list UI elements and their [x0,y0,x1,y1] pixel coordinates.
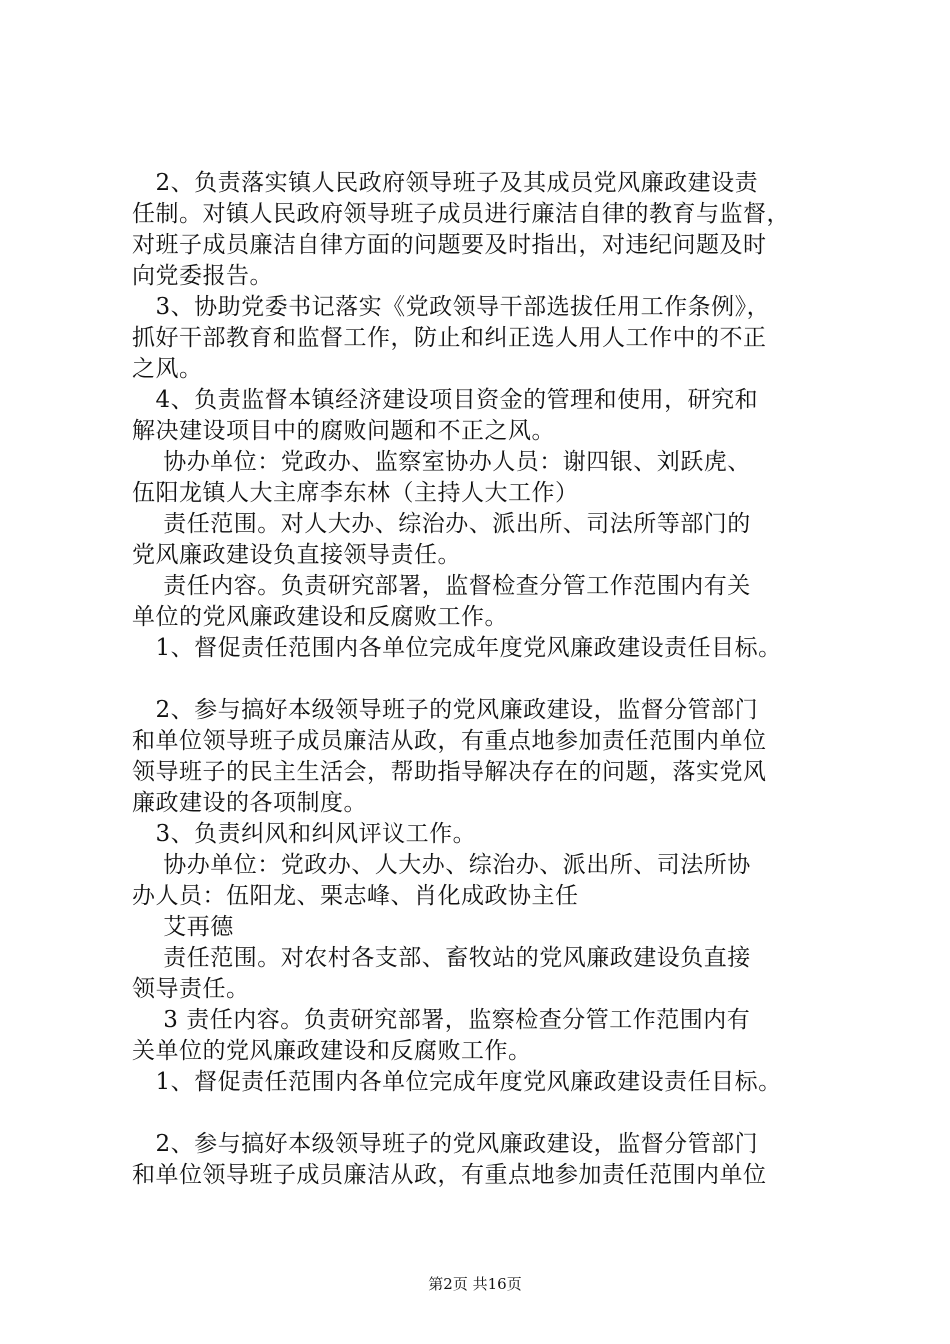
text-line: 之风。 [132,356,203,382]
text-line: 协办单位：党政办、人大办、综治办、派出所、司法所协 [132,852,751,878]
text-line: 任制。对镇人民政府领导班子成员进行廉洁自律的教育与监督， [132,201,790,227]
text-line: 向党委报告。 [132,263,273,289]
text-line: 单位的党风廉政建设和反腐败工作。 [132,604,508,630]
text-line: 责任内容。负责研究部署，监督检查分管工作范围内有关 [132,573,751,599]
text-line: 3、负责纠风和纠风评议工作。 [132,821,477,847]
text-line: 党风廉政建设负直接领导责任。 [132,542,461,568]
text-line: 责任范围。对人大办、综治办、派出所、司法所等部门的 [132,511,751,537]
text-line: 3 责任内容。负责研究部署，监察检查分管工作范围内有 [132,1007,751,1033]
text-line: 伍阳龙镇人大主席李东林（主持人大工作） [132,480,579,506]
text-line: 2、参与搞好本级领导班子的党风廉政建设，监督分管部门 [132,697,759,723]
text-line: 3、协助党委书记落实《党政领导干部选拔任用工作条例》， [132,294,771,320]
text-line: 和单位领导班子成员廉洁从政，有重点地参加责任范围内单位 [132,1162,767,1188]
text-line: 对班子成员廉洁自律方面的问题要及时指出，对违纪问题及时 [132,232,767,258]
text-line: 4、负责监督本镇经济建设项目资金的管理和使用，研究和 [132,387,759,413]
text-line: 2、参与搞好本级领导班子的党风廉政建设，监督分管部门 [132,1131,759,1157]
text-line: 关单位的党风廉政建设和反腐败工作。 [132,1038,532,1064]
page-footer: 第2页 共16页 [428,1275,522,1293]
text-line: 责任范围。对农村各支部、畜牧站的党风廉政建设负直接 [132,945,751,971]
text-line: 领导责任。 [132,976,250,1002]
text-line: 解决建设项目中的腐败问题和不正之风。 [132,418,555,444]
text-line: 协办单位：党政办、监察室协办人员：谢四银、刘跃虎、 [132,449,751,475]
document-body [132,168,852,1191]
blank-line [132,664,852,695]
blank-line [132,1098,852,1129]
text-line: 办人员：伍阳龙、栗志峰、肖化成政协主任 [132,883,579,909]
text-line: 1、督促责任范围内各单位完成年度党风廉政建设责任目标。 [132,635,782,661]
text-line: 艾再德 [132,914,234,940]
text-line: 2、负责落实镇人民政府领导班子及其成员党风廉政建设责 [132,170,759,196]
text-line: 廉政建设的各项制度。 [132,790,367,816]
text-line: 抓好干部教育和监督工作，防止和纠正选人用人工作中的不正 [132,325,767,351]
text-line: 和单位领导班子成员廉洁从政，有重点地参加责任范围内单位 [132,728,767,754]
text-line: 1、督促责任范围内各单位完成年度党风廉政建设责任目标。 [132,1069,782,1095]
text-line: 领导班子的民主生活会，帮助指导解决存在的问题，落实党风 [132,759,767,785]
